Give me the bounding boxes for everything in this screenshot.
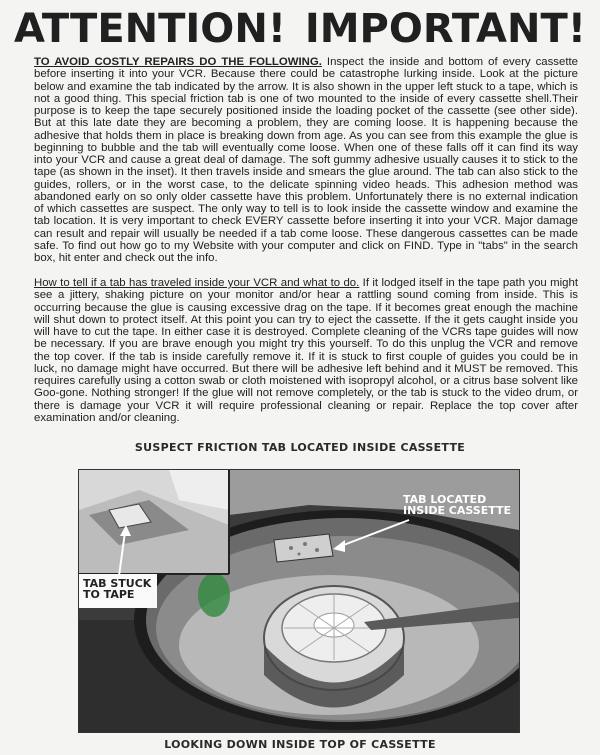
figure-caption-top: SUSPECT FRICTION TAB LOCATED INSIDE CASSETTE [134,441,466,454]
headline-important: IMPORTANT! [304,6,586,52]
label-tab-stuck-to-tape [79,574,157,608]
label-tab-inside-line2: INSIDE CASSETTE [403,504,512,517]
paragraph-avoid-repairs [34,56,578,264]
figure-caption-bottom: LOOKING DOWN INSIDE TOP OF CASSETTE [164,738,436,751]
headline [14,4,586,54]
paragraph-avoid-repairs-lead: TO AVOID COSTLY REPAIRS DO THE FOLLOWING. [34,56,322,68]
label-tab-inside-cassette [403,494,511,516]
paragraph-tab-in-vcr [34,277,578,424]
paragraph-avoid-repairs-text: Inspect the inside and bottom of every cassette before inserting it into your VCR. Because there could be catastrophe lurking inside. Look at the picture below and examine the tab indicated by the arrow. It is also shown in the upper left stuck to a tape, which is not a good thing. This special friction tab is one of two mounted to the inside of every cassette shell.Their purpose is to keep the tape securely positioned inside the loading pocket of the cassette (see other side). But at this late date they are becoming a problem, they are coming loose. It is happening because the adhesive that holds them in place is breaking down from age. As you can see from this example the glue is beginning to bubble and the tab will eventually come loose. When one of these falls off it can find its way into your VCR and cause a great deal of damage. The soft gummy adhesive usually causes it to stick to the tape (as shown in the inset). It then travels inside and smears the glue around. The tab can also stick to the guides, rollers, or in the worst case, to the delicate spinning video heads. This adhesion method was abandoned early on so only older cassette have this problem. Unfortunately there is no external indication of which cassettes are suspect. The only way to tell is to look inside the cassette window and examine the tab location. It is very important to check EVERY cassette before inserting it into your VCR. Major damage can result and repair will usually be needed if a tab come loose. These dangerous cassettes can be made safe. To find out how go to my Website with your computer and click on FIND. Type in "tabs" in the search box, hit enter and check out the info. [34,56,578,264]
label-tab-stuck-line2: TO TAPE [83,588,135,601]
paragraph-tab-in-vcr-lead: How to tell if a tab has traveled inside your VCR and what to do. [34,277,360,289]
headline-attention: ATTENTION! [14,6,287,52]
label-tab-inside-line1: TAB LOCATED [403,493,487,506]
cassette-photo [78,469,520,733]
paragraph-tab-in-vcr-text: If it lodged itself in the tape path you might see a jittery, shaking picture on your monitor and/or hear a rattling sound coming from inside. This is occurring because the glue is causing excessive drag on the tape. If it becomes great enough the machine will shut down to protect itself. At this point you can try to eject the cassette. If the it gets caught inside you will have to cut the tape. In either case it is destroyed. Complete cleaning of the VCRs tape guides will now be necessary. If you are brave enough you might try this yourself. To do this unplug the VCR and remove the top cover. If the tab is inside carefully remove it. If it is stuck to first couple of guides you could be in luck, no damage might have occurred. But there will be adhesive left behind and it MUST be removed. This requires carefully using a cotton swab or cloth moistened with isopropyl alcohol, or a citrus base solvent like Goo-gone. Nothing stronger! If the glue will not remove completely, or the tab is stuck to the video drum, or there is damage your VCR it will require professional cleaning or repair. Replace the top cover after examination and/or cleaning. [34,277,579,424]
label-tab-stuck-line1: TAB STUCK [83,577,152,590]
